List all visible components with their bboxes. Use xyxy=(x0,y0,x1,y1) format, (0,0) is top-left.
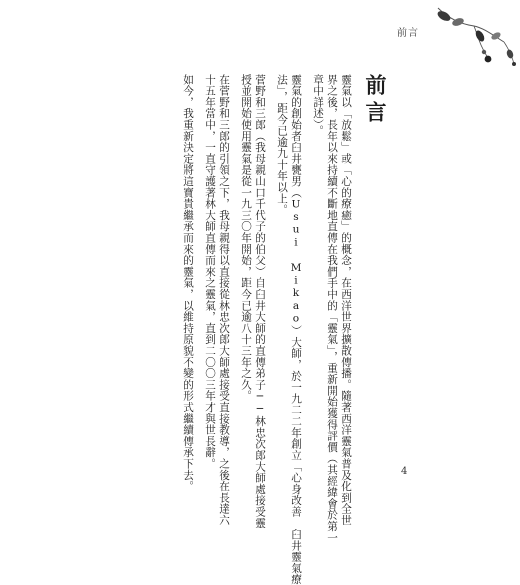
main-content xyxy=(160,74,400,585)
body-column-7: 授並開始使用靈氣是從一九三〇年開始，距今已逾八十三年之久。 xyxy=(240,74,252,402)
page-number: 4 xyxy=(401,466,408,477)
body-column-4: 靈氣的創始者臼井甕男（Usui Mikao）大師，於一九二二年創立「心身改善 臼井靈氣療 xyxy=(290,74,302,585)
body-column-6: 菅野和三郎（我母親山口千代子的伯父）自臼井大師的直傳弟子──林忠次郎大師處接受靈 xyxy=(254,74,266,529)
page-title: 前言 xyxy=(363,74,388,128)
body-column-3: 章中詳述）。 xyxy=(312,74,324,137)
running-header: 前言 xyxy=(397,28,419,39)
body-column-1: 靈氣以「放鬆」或「心的療癒」的概念，在西洋世界擴散傳播。隨著西洋靈氣普及化到全世 xyxy=(340,74,352,526)
botanical-ornament-icon xyxy=(418,6,518,66)
body-column-8: 在菅野和三郎的引領之下，我母親得以直接從林忠次郎大師處接受直接教導，之後在長達六 xyxy=(218,74,230,526)
body-column-10: 如今，我重新決定將這寶貴繼承而來的靈氣，以維持原貌不變的形式繼續傳承下去。 xyxy=(182,74,194,493)
body-column-9: 十五年當中，一直守護著林大師直傳而來之靈氣，直到二〇〇三年才與世長辭。 xyxy=(204,74,216,470)
body-column-2: 界之後，長年以來持續不斷地直傳在我們手中的「靈氣」，重新開始獲得評價（其經緯會於第一 xyxy=(326,74,338,544)
body-column-5: 法」，距今已逾九十年以上。 xyxy=(276,74,288,216)
